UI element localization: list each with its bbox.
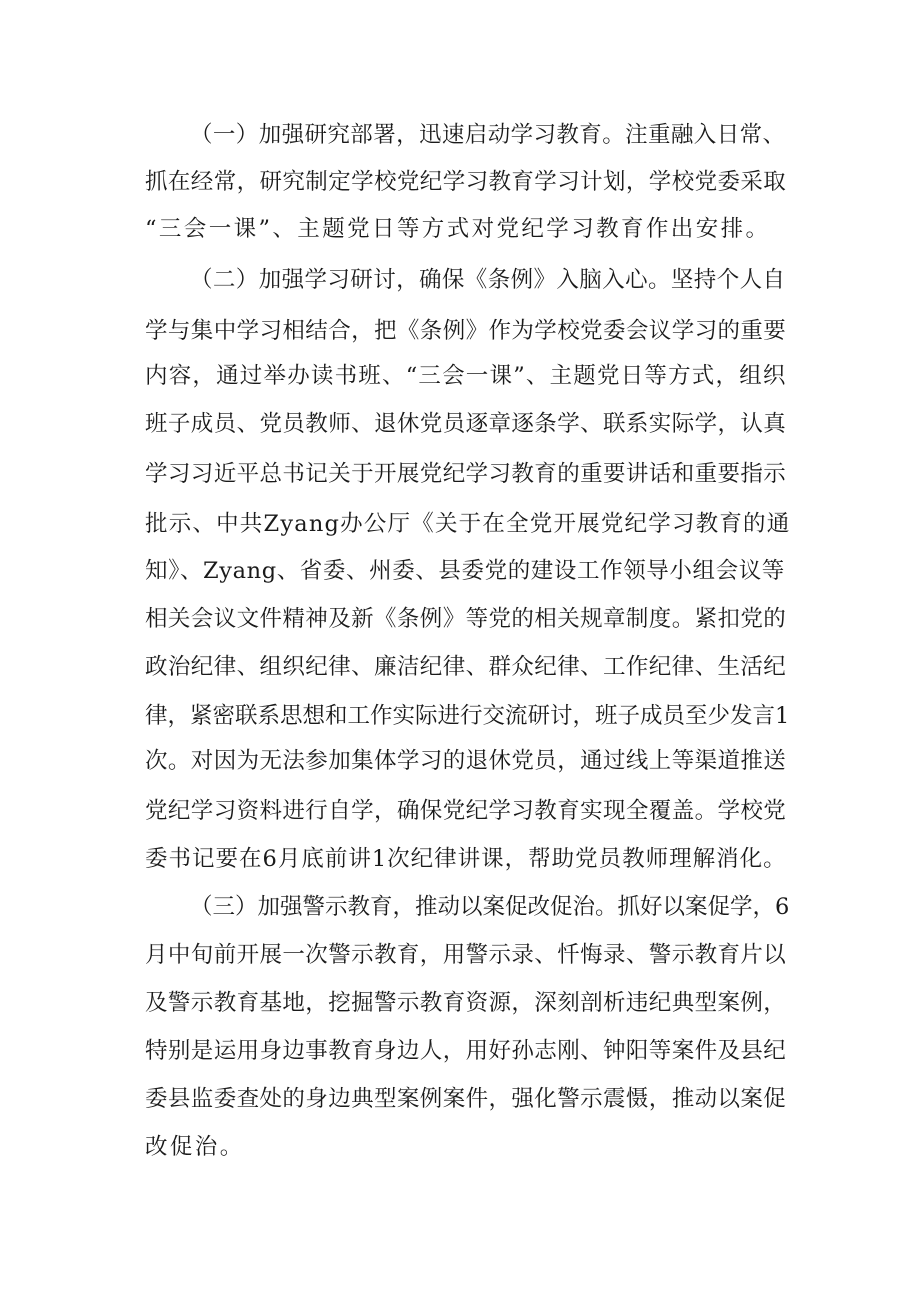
paragraph-2-line-11: 次。对因为无法参加集体学习的退休党员，通过线上等渠道推送 <box>145 748 787 774</box>
paragraph-2-line-4: 班子成员、党员教师、退休党员逐章逐条学、联系实际学，认真 <box>145 411 787 437</box>
paragraph-2-line-3: 内容，通过举办读书班、“三会一课”、主题党日等方式，组织 <box>145 363 787 389</box>
paragraph-2-line-1: （二）加强学习研讨，确保《条例》入脑入心。坚持个人自 <box>190 267 786 293</box>
paragraph-3-line-6: 改促治。 <box>145 1134 245 1160</box>
paragraph-3-line-2: 月中旬前开展一次警示教育，用警示录、忏悔录、警示教育片以 <box>145 942 787 968</box>
paragraph-3-line-4: 特别是运用身边事教育身边人，用好孙志刚、钟阳等案件及县纪 <box>145 1038 787 1064</box>
paragraph-2-line-7: 知》、Zyang、省委、州委、县委党的建设工作领导小组会议等 <box>145 558 785 584</box>
paragraph-3-line-1: （三）加强警示教育，推动以案促改促治。抓好以案促学，6 <box>190 894 790 920</box>
paragraph-2-line-13: 委书记要在6月底前讲1次纪律讲课，帮助党员教师理解消化。 <box>145 846 787 872</box>
paragraph-2-line-10: 律，紧密联系思想和工作实际进行交流研讨，班子成员至少发言1 <box>145 703 790 729</box>
paragraph-2-line-5: 学习习近平总书记关于开展党纪学习教育的重要讲话和重要指示 <box>145 461 787 487</box>
paragraph-1-line-3: “三会一课”、主题党日等方式对党纪学习教育作出安排。 <box>145 216 771 242</box>
paragraph-3-line-3: 及警示教育基地，挖掘警示教育资源，深刻剖析违纪典型案例， <box>145 990 787 1016</box>
paragraph-2-line-2: 学与集中学习相结合，把《条例》作为学校党委会议学习的重要 <box>145 318 787 344</box>
paragraph-2-line-12: 党纪学习资料进行自学，确保党纪学习教育实现全覆盖。学校党 <box>145 798 787 824</box>
paragraph-2-line-9: 政治纪律、组织纪律、廉洁纪律、群众纪律、工作纪律、生活纪 <box>145 654 787 680</box>
paragraph-1-line-1: （一）加强研究部署，迅速启动学习教育。注重融入日常、 <box>190 122 786 148</box>
paragraph-3-line-5: 委县监委查处的身边典型案例案件，强化警示震慑，推动以案促 <box>145 1086 787 1112</box>
paragraph-1-line-2: 抓在经常，研究制定学校党纪学习教育学习计划，学校党委采取 <box>145 169 787 195</box>
paragraph-2-line-6: 批示、中共Zyang办公厅《关于在全党开展党纪学习教育的通 <box>145 511 791 537</box>
paragraph-2-line-8: 相关会议文件精神及新《条例》等党的相关规章制度。紧扣党的 <box>145 606 787 632</box>
